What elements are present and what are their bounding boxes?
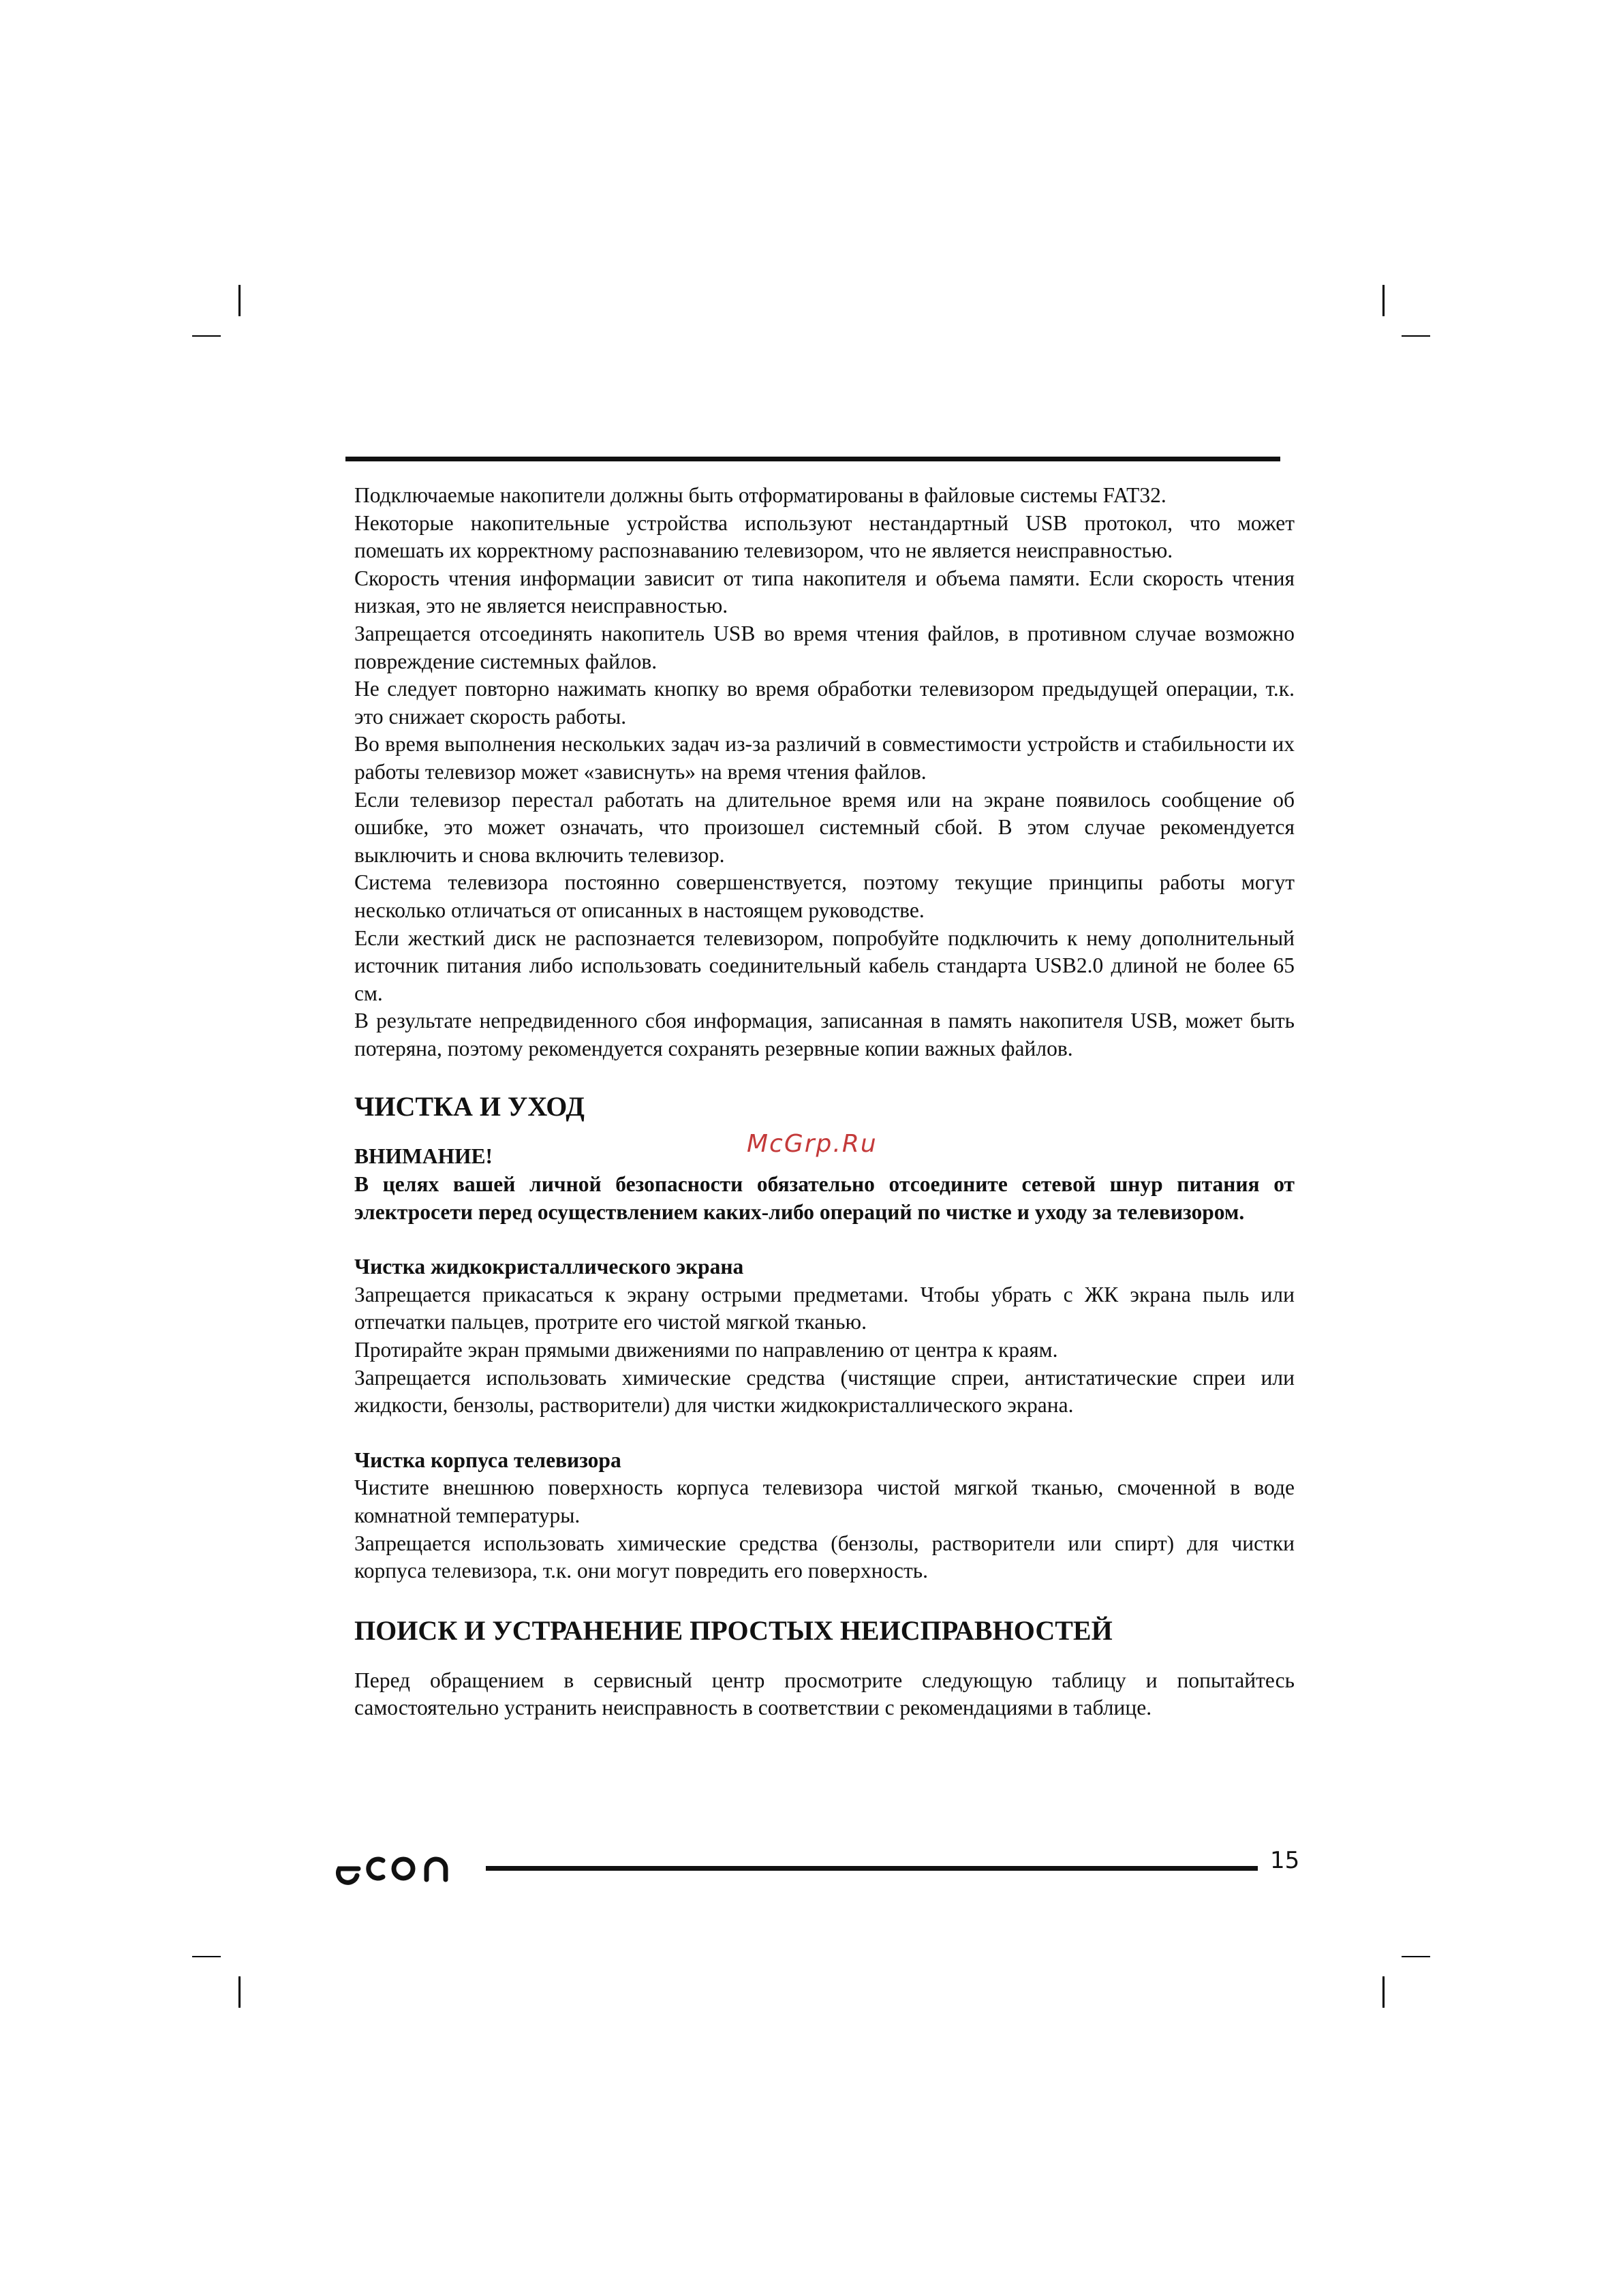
econ-logo — [334, 1848, 457, 1889]
usb-note: Система телевизора постоянно совершенствуется, поэтому текущие принципы работы могут несколько отличаться от описанных в настоящем руководстве. — [354, 870, 1295, 922]
screen-cleaning-text: Протирайте экран прямыми движениями по направлению от центра к краям. — [354, 1338, 1058, 1362]
troubleshoot-heading: ПОИСК И УСТРАНЕНИЕ ПРОСТЫХ НЕИСПРАВНОСТЕЙ — [354, 1614, 1113, 1646]
crop-mark — [192, 1956, 221, 1957]
header-rule — [345, 457, 1280, 461]
crop-mark — [192, 335, 221, 337]
screen-cleaning-text: Запрещается прикасаться к экрану острыми предметами. Чтобы убрать с ЖК экрана пыль или отпечатки пальцев, протрите его чистой мягкой тканью. — [354, 1282, 1295, 1334]
usb-note: Запрещается отсоединять накопитель USB во время чтения файлов, в противном случае возможно повреждение системных файлов. — [354, 621, 1295, 673]
usb-note: Если жесткий диск не распознается телевизором, попробуйте подключить к нему дополнительный источник питания либо использовать соединительный кабель стандарта USB2.0 длиной не более 65 см. — [354, 925, 1295, 1005]
body-cleaning-text: Чистите внешнюю поверхность корпуса телевизора чистой мягкой тканью, смоченной в воде комнатной температуры. — [354, 1475, 1295, 1527]
usb-note: Если телевизор перестал работать на длительное время или на экране появилось сообщение об ошибке, это может означать, что произошел системный сбой. В этом случае рекомендуется выключить и снова включить телевизор. — [354, 787, 1295, 867]
screen-cleaning-title: Чистка жидкокристаллического экрана — [354, 1255, 744, 1279]
usb-note: Не следует повторно нажимать кнопку во время обработки телевизором предыдущей операции, т.к. это снижает скорость работы. — [354, 677, 1295, 729]
warning-text: В целях вашей личной безопасности обязательно отсоедините сетевой шнур питания от электросети перед осуществлением каких-либо операций по чистке и уходу за телевизором. — [354, 1172, 1295, 1224]
usb-note: Скорость чтения информации зависит от типа накопителя и объема памяти. Если скорость чтения низкая, это не является неисправностью. — [354, 566, 1295, 618]
usb-note: Подключаемые накопители должны быть отформатированы в файловые системы FAT32. — [354, 483, 1166, 507]
crop-mark — [1382, 285, 1385, 316]
usb-note: В результате непредвиденного сбоя информация, записанная в память накопителя USB, может быть потеряна, поэтому рекомендуется сохранять резервные копии важных файлов. — [354, 1009, 1295, 1060]
crop-mark — [1382, 1976, 1385, 2008]
crop-mark — [238, 285, 241, 316]
screen-cleaning-text: Запрещается использовать химические средства (чистящие спреи, антистатические спреи или жидкости, бензолы, растворители) для чистки жидкокристаллического экрана. — [354, 1365, 1295, 1418]
crop-mark — [1402, 335, 1430, 337]
crop-mark — [1402, 1956, 1430, 1957]
body-cleaning-title: Чистка корпуса телевизора — [354, 1448, 621, 1472]
warning-title: ВНИМАНИЕ! — [354, 1144, 493, 1169]
body-cleaning-text: Запрещается использовать химические средства (бензолы, растворители или спирт) для чистки корпуса телевизора, т.к. они могут повредить его поверхность. — [354, 1531, 1295, 1583]
page-content — [354, 482, 1295, 1722]
troubleshoot-intro: Перед обращением в сервисный центр просмотрите следующую таблицу и попытайтесь самостоятельно устранить неисправность в соответствии с рекомендациями в таблице. — [354, 1668, 1295, 1720]
footer-rule — [486, 1866, 1258, 1871]
page-number: 15 — [1270, 1847, 1300, 1874]
usb-note: Во время выполнения нескольких задач из-за различий в совместимости устройств и стабильности их работы телевизор может «зависнуть» на время чтения файлов. — [354, 732, 1295, 784]
crop-mark — [238, 1976, 241, 2008]
care-heading: ЧИСТКА И УХОД — [354, 1091, 585, 1122]
watermark: McGrp.Ru — [747, 1130, 878, 1158]
usb-note: Некоторые накопительные устройства используют нестандартный USB протокол, что может помешать их корректному распознаванию телевизором, что не является неисправностью. — [354, 510, 1295, 563]
usb-notes — [354, 482, 1295, 1062]
